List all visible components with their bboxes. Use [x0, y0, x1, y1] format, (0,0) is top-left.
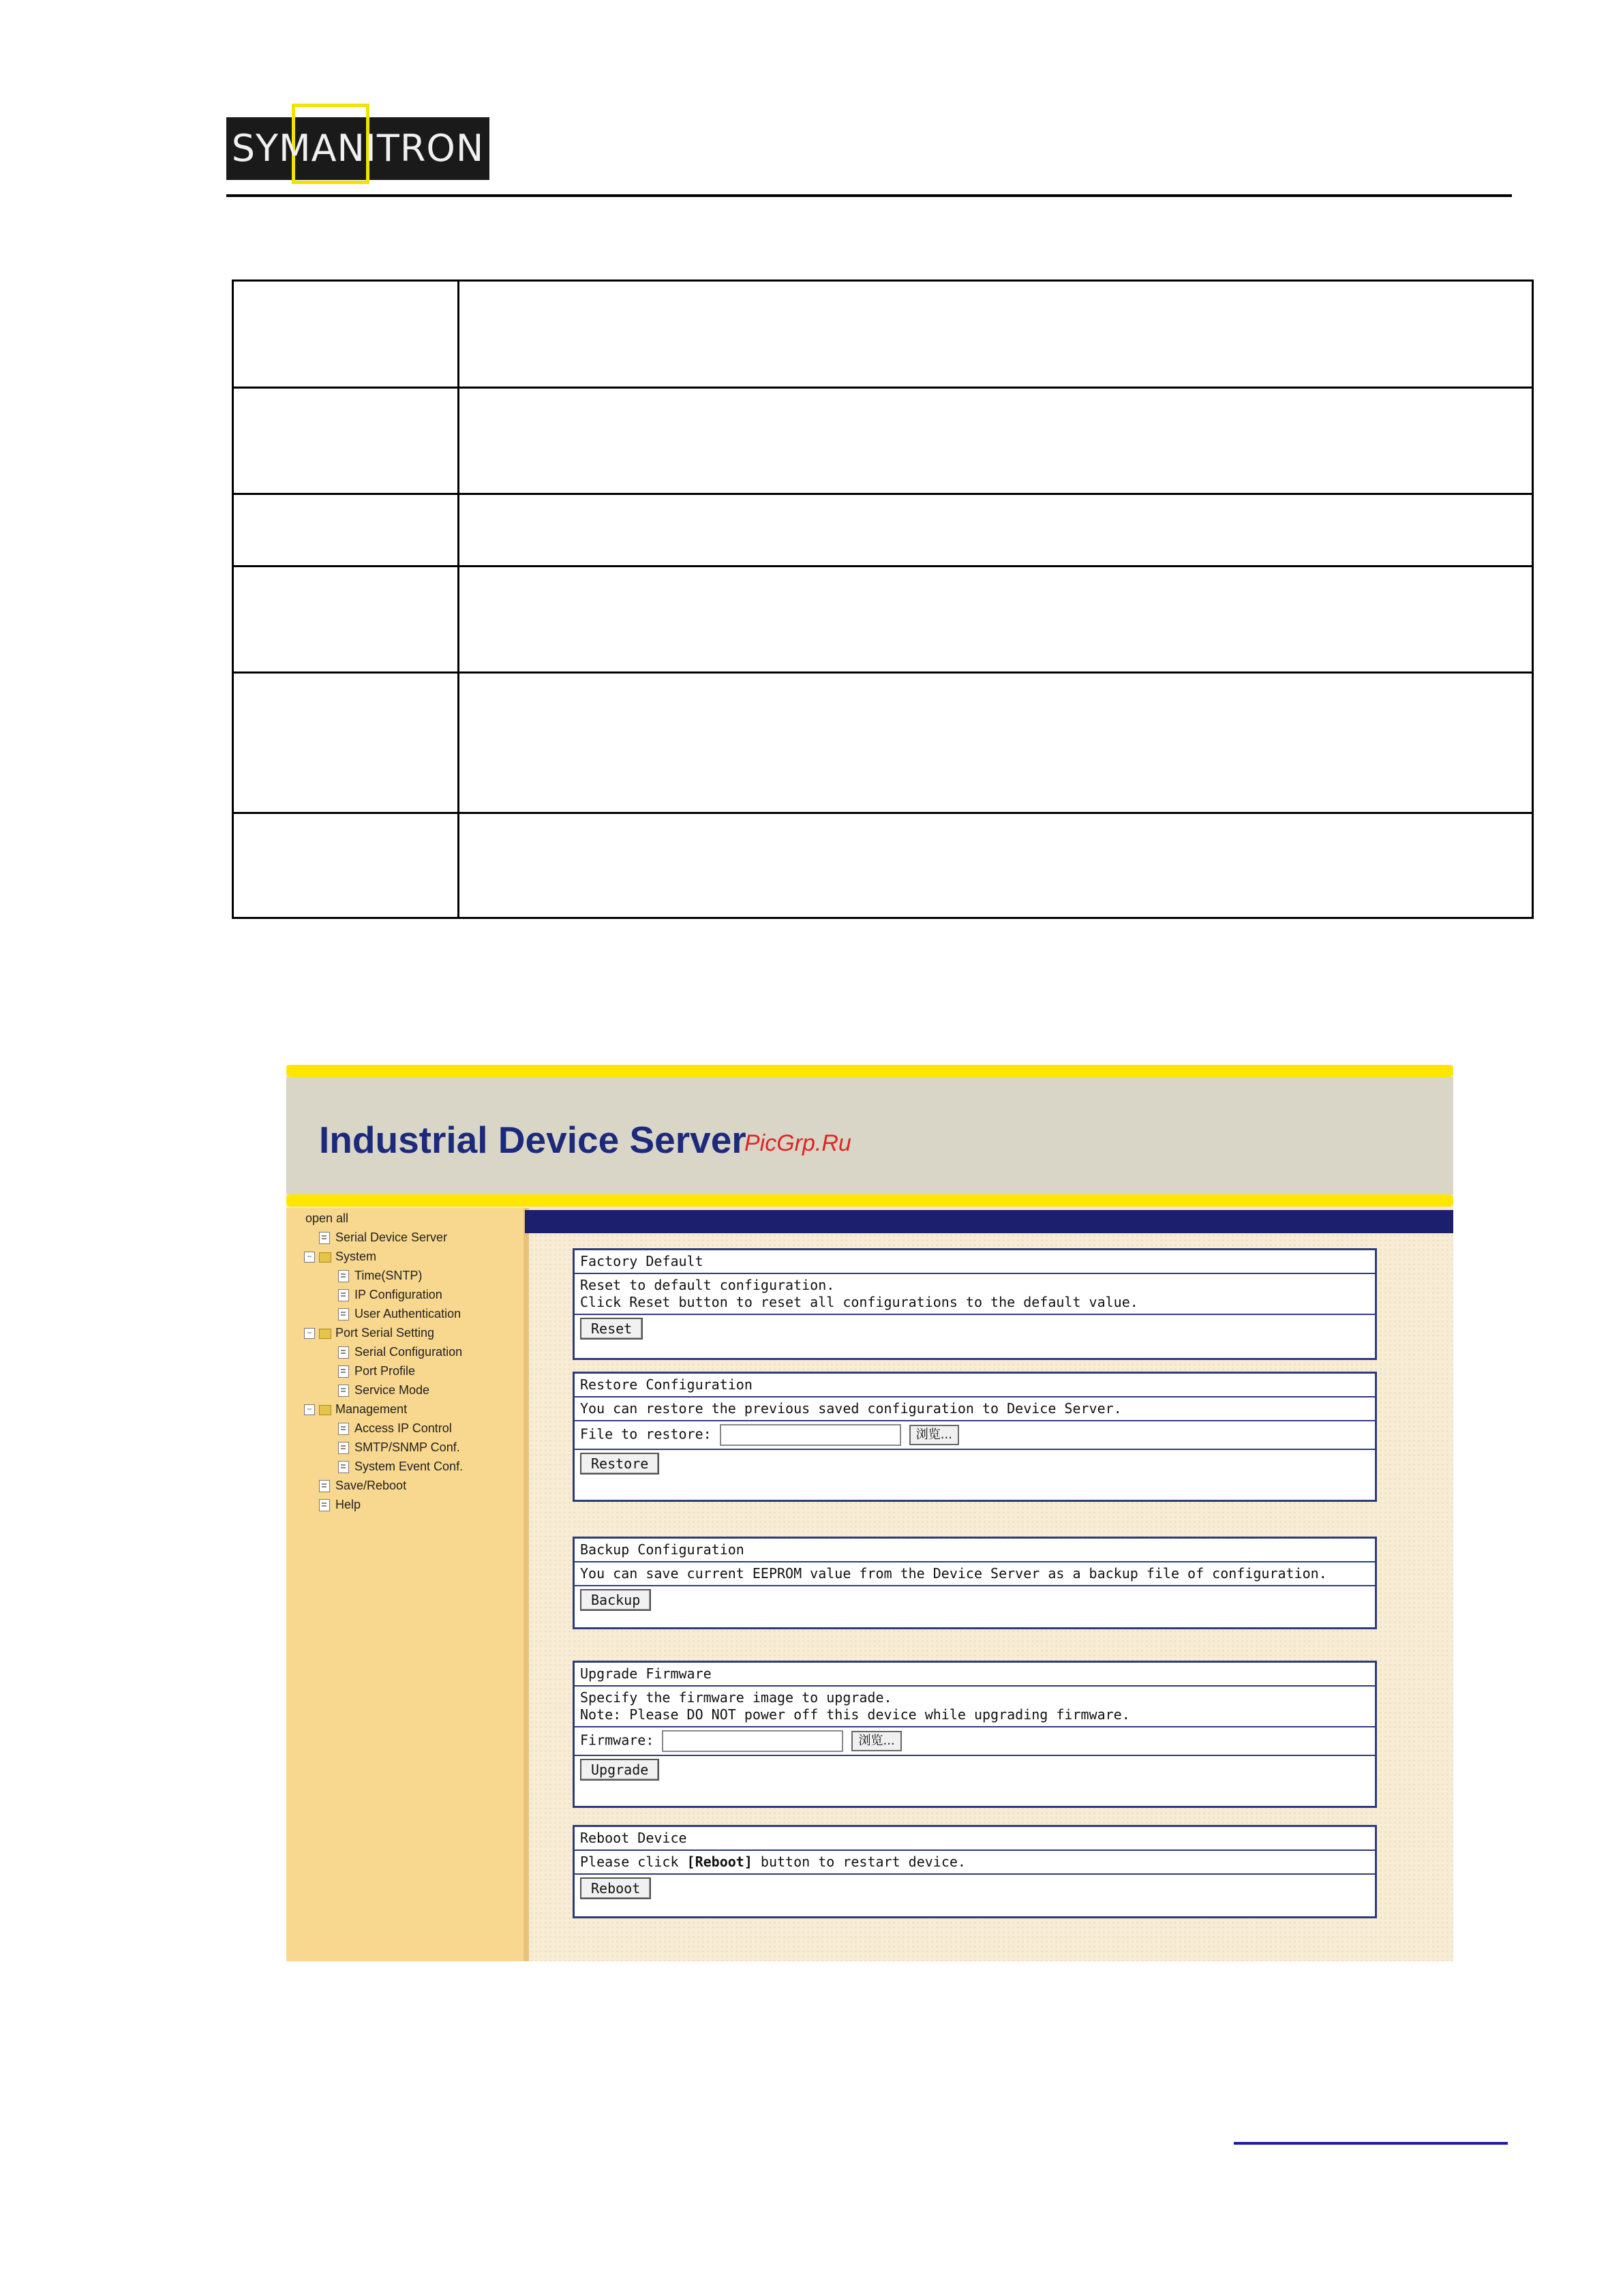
table-row-divider [234, 671, 1532, 674]
header-bottom-bar [286, 1194, 1453, 1207]
reboot-button[interactable]: Reboot [580, 1877, 651, 1899]
sidebar-edge [524, 1208, 529, 1961]
panel-actions [575, 1585, 1375, 1614]
logo-text: SYMANITRON [231, 127, 485, 170]
page-icon [338, 1346, 349, 1359]
page-icon [338, 1423, 349, 1435]
panel-description [575, 1273, 1375, 1314]
nav-save-reboot[interactable]: Save/Reboot [319, 1478, 406, 1493]
restore-button[interactable]: Restore [580, 1453, 659, 1475]
page-icon [319, 1499, 330, 1511]
page-icon [338, 1365, 349, 1378]
header-rule [226, 194, 1512, 197]
panel-title: Factory Default [580, 1253, 703, 1269]
restore-configuration-panel [573, 1372, 1377, 1502]
firmware-file-input[interactable] [662, 1730, 843, 1752]
panel-actions [575, 1314, 1375, 1342]
panel-actions [575, 1449, 1375, 1477]
nav-ip-configuration[interactable]: IP Configuration [338, 1287, 442, 1302]
restore-browse-button[interactable]: 浏览... [909, 1425, 959, 1445]
nav-serial-device-server[interactable]: Serial Device Server [319, 1230, 447, 1245]
panel-actions [575, 1873, 1375, 1902]
content-top-bar [525, 1210, 1453, 1233]
page-icon [319, 1232, 330, 1244]
description-text: button to restart device. [752, 1854, 966, 1870]
nav-smtp-snmp-conf[interactable]: SMTP/SNMP Conf. [338, 1440, 460, 1455]
page-icon [338, 1442, 349, 1454]
upgrade-button[interactable]: Upgrade [580, 1759, 659, 1781]
nav-port-serial-setting[interactable]: − Port Serial Setting [304, 1325, 434, 1340]
page-icon [338, 1270, 349, 1282]
nav-time-sntp[interactable]: Time(SNTP) [338, 1268, 422, 1283]
panel-title: Restore Configuration [580, 1376, 753, 1393]
nav-service-mode[interactable]: Service Mode [338, 1383, 429, 1398]
nav-access-ip-control[interactable]: Access IP Control [338, 1421, 452, 1436]
table-column-divider [457, 282, 459, 917]
panel-title: Reboot Device [580, 1830, 687, 1846]
folder-icon [319, 1329, 331, 1339]
description-line: Note: Please DO NOT power off this device while upgrading firmware. [580, 1706, 1130, 1723]
footer-link-underline[interactable] [1234, 2142, 1508, 2145]
backup-configuration-panel [573, 1537, 1377, 1629]
page-icon [319, 1480, 330, 1492]
page-icon [338, 1385, 349, 1397]
table-row-divider [234, 493, 1532, 495]
panel-description: You can restore the previous saved configuration to Device Server. [575, 1396, 1375, 1420]
nav-system-event-conf[interactable]: System Event Conf. [338, 1459, 463, 1474]
watermark: PicGrp.Ru [744, 1130, 851, 1156]
description-text: Please click [580, 1854, 687, 1870]
table-row-divider [234, 812, 1532, 814]
table-row-divider [234, 565, 1532, 567]
page-icon [338, 1308, 349, 1320]
folder-icon [319, 1252, 331, 1263]
nav-management[interactable]: − Management [304, 1402, 407, 1417]
nav-serial-configuration[interactable]: Serial Configuration [338, 1344, 462, 1359]
panel-description: You can save current EEPROM value from the Device Server as a backup file of configuration. [575, 1561, 1375, 1585]
nav-user-authentication[interactable]: User Authentication [338, 1306, 461, 1321]
folder-icon [319, 1405, 331, 1415]
collapse-icon[interactable]: − [304, 1328, 315, 1339]
open-all-link[interactable]: open all [305, 1211, 349, 1225]
main-content [529, 1233, 1453, 1961]
page-icon [338, 1289, 349, 1301]
description-line: Click Reset button to reset all configurations to the default value. [580, 1294, 1138, 1310]
description-bold: [Reboot] [686, 1854, 753, 1870]
description-line: Specify the firmware image to upgrade. [580, 1689, 892, 1706]
description-line: Reset to default configuration. [580, 1277, 835, 1293]
panel-title: Upgrade Firmware [580, 1665, 712, 1682]
file-row [575, 1726, 1375, 1755]
panel-description [575, 1849, 1375, 1873]
nav-help[interactable]: Help [319, 1497, 361, 1512]
panel-title: Backup Configuration [580, 1541, 744, 1558]
panel-actions [575, 1755, 1375, 1783]
file-row [575, 1420, 1375, 1449]
nav-system[interactable]: − System [304, 1249, 376, 1264]
device-server-screenshot [286, 1065, 1453, 1961]
page-icon [338, 1461, 349, 1473]
firmware-browse-button[interactable]: 浏览... [851, 1731, 901, 1751]
reboot-device-panel [573, 1825, 1377, 1918]
restore-file-input[interactable] [720, 1424, 901, 1446]
header-top-bar [286, 1065, 1453, 1077]
nav-port-profile[interactable]: Port Profile [338, 1363, 415, 1378]
upgrade-firmware-panel [573, 1661, 1377, 1808]
sidebar [286, 1208, 524, 1961]
page-title: Industrial Device Server [319, 1119, 746, 1161]
reset-button[interactable]: Reset [580, 1318, 643, 1340]
collapse-icon[interactable]: − [304, 1252, 315, 1263]
table-row-divider [234, 387, 1532, 389]
panel-description [575, 1685, 1375, 1726]
factory-default-panel [573, 1248, 1377, 1360]
backup-button[interactable]: Backup [580, 1589, 651, 1611]
file-label: File to restore: [580, 1425, 712, 1442]
file-label: Firmware: [580, 1732, 654, 1749]
collapse-icon[interactable]: − [304, 1404, 315, 1415]
empty-table [232, 280, 1534, 919]
